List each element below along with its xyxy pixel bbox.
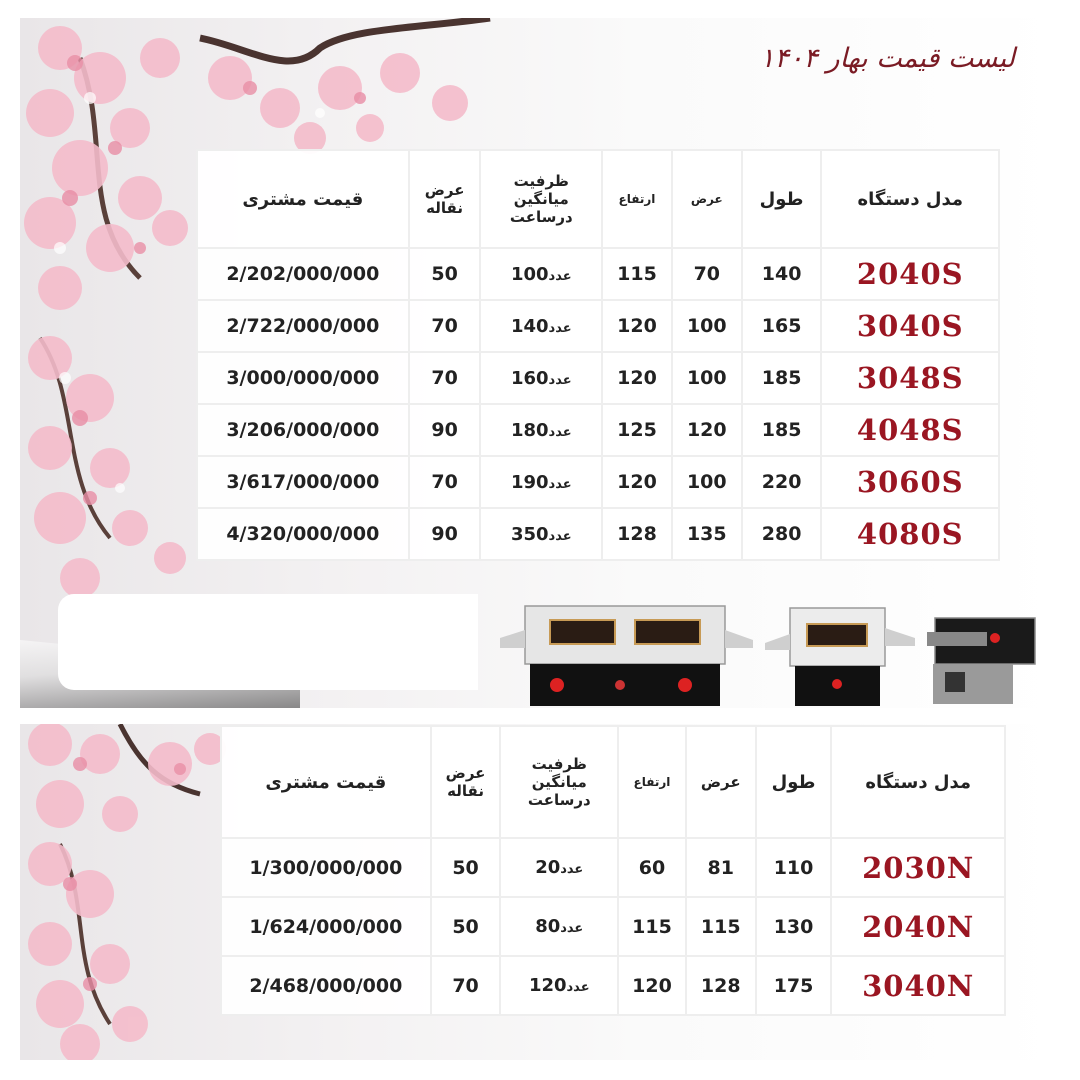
belt-cell: 70 — [409, 456, 481, 508]
capacity-value: 80 — [535, 916, 561, 937]
table-row — [221, 838, 1005, 897]
capacity-value: 160 — [510, 367, 549, 389]
table-row — [197, 508, 999, 560]
width-cell: 100 — [672, 300, 742, 352]
capacity-value: 180 — [510, 419, 549, 441]
width-cell: 100 — [672, 456, 742, 508]
capacity-value: 140 — [510, 315, 549, 337]
height-cell: 120 — [602, 456, 672, 508]
price-cell: 4/320/000/000 — [197, 508, 409, 560]
page-title: لیست قیمت بهار ۱۴۰۴ — [759, 43, 1015, 74]
oven-small — [927, 618, 1035, 704]
length-cell: 185 — [742, 352, 822, 404]
length-cell: 175 — [756, 956, 832, 1015]
height-cell: 120 — [602, 352, 672, 404]
model-cell: 4080S — [821, 508, 999, 560]
model-cell: 4048S — [821, 404, 999, 456]
col-model-header: مدل دستگاه — [831, 726, 1005, 838]
capacity-unit: عدد — [548, 268, 572, 284]
capacity-cell — [480, 352, 602, 404]
capacity-unit: عدد — [548, 372, 572, 388]
width-cell: 135 — [672, 508, 742, 560]
model-cell: 2040N — [831, 897, 1005, 956]
height-cell: 60 — [618, 838, 686, 897]
price-cell: 3/617/000/000 — [197, 456, 409, 508]
belt-cell: 90 — [409, 404, 481, 456]
width-cell: 100 — [672, 352, 742, 404]
capacity-value: 190 — [510, 471, 549, 493]
col-height-header: ارتفاع — [618, 726, 686, 838]
length-cell: 130 — [756, 897, 832, 956]
price-cell: 2/722/000/000 — [197, 300, 409, 352]
capacity-unit: عدد — [548, 528, 572, 544]
price-cell: 2/202/000/000 — [197, 248, 409, 300]
price-cell: 1/300/000/000 — [221, 838, 431, 897]
length-cell: 280 — [742, 508, 822, 560]
price-cell: 1/624/000/000 — [221, 897, 431, 956]
table-row — [197, 352, 999, 404]
capacity-cell — [480, 248, 602, 300]
belt-cell: 50 — [431, 897, 501, 956]
table-header-row — [197, 150, 999, 248]
model-cell: 3040N — [831, 956, 1005, 1015]
capacity-cell — [500, 956, 618, 1015]
table-row — [221, 897, 1005, 956]
belt-cell: 70 — [409, 300, 481, 352]
capacity-value: 120 — [528, 975, 567, 996]
blank-label-pill — [58, 594, 478, 690]
table-row — [197, 404, 999, 456]
col-length-header: طول — [756, 726, 832, 838]
col-width-header: عرض — [686, 726, 756, 838]
belt-cell: 50 — [409, 248, 481, 300]
height-cell: 120 — [602, 300, 672, 352]
height-cell: 128 — [602, 508, 672, 560]
col-model-header: مدل دستگاه — [821, 150, 999, 248]
capacity-value: 100 — [510, 263, 549, 285]
capacity-cell — [480, 404, 602, 456]
model-cell: 3048S — [821, 352, 999, 404]
capacity-cell — [480, 300, 602, 352]
table-row — [197, 300, 999, 352]
width-cell: 70 — [672, 248, 742, 300]
belt-cell: 70 — [431, 956, 501, 1015]
length-cell: 110 — [756, 838, 832, 897]
table-row — [221, 956, 1005, 1015]
price-cell: 2/468/000/000 — [221, 956, 431, 1015]
oven-medium — [765, 608, 915, 706]
capacity-unit: عدد — [560, 921, 584, 936]
length-cell: 220 — [742, 456, 822, 508]
length-cell: 165 — [742, 300, 822, 352]
belt-cell: 70 — [409, 352, 481, 404]
model-cell: 2040S — [821, 248, 999, 300]
price-table-n — [220, 725, 1006, 1016]
col-capacity-header: ظرفیت میانگین درساعت — [480, 150, 602, 248]
capacity-value: 20 — [535, 857, 561, 878]
width-cell: 128 — [686, 956, 756, 1015]
height-cell: 120 — [618, 956, 686, 1015]
length-cell: 140 — [742, 248, 822, 300]
height-cell: 115 — [618, 897, 686, 956]
capacity-value: 350 — [510, 523, 549, 545]
col-belt-header: عرض نقاله — [431, 726, 501, 838]
width-cell: 120 — [672, 404, 742, 456]
capacity-unit: عدد — [548, 424, 572, 440]
table-row — [197, 456, 999, 508]
capacity-cell — [480, 456, 602, 508]
capacity-unit: عدد — [560, 862, 584, 877]
length-cell: 185 — [742, 404, 822, 456]
height-cell: 115 — [602, 248, 672, 300]
col-length-header: طول — [742, 150, 822, 248]
capacity-cell — [480, 508, 602, 560]
model-cell: 3060S — [821, 456, 999, 508]
width-cell: 115 — [686, 897, 756, 956]
price-cell: 3/000/000/000 — [197, 352, 409, 404]
oven-large — [500, 606, 753, 706]
price-table-s — [196, 149, 1000, 561]
col-price-header: قیمت مشتری — [221, 726, 431, 838]
height-cell: 125 — [602, 404, 672, 456]
col-capacity-header: ظرفیت میانگین درساعت — [500, 726, 618, 838]
price-cell: 3/206/000/000 — [197, 404, 409, 456]
col-price-header: قیمت مشتری — [197, 150, 409, 248]
model-cell: 2030N — [831, 838, 1005, 897]
col-height-header: ارتفاع — [602, 150, 672, 248]
table-header-row — [221, 726, 1005, 838]
belt-cell: 50 — [431, 838, 501, 897]
belt-cell: 90 — [409, 508, 481, 560]
capacity-cell — [500, 897, 618, 956]
conveyor-oven-icon — [495, 598, 1045, 710]
capacity-unit: عدد — [548, 476, 572, 492]
col-width-header: عرض — [672, 150, 742, 248]
capacity-cell — [500, 838, 618, 897]
col-belt-header: عرض نقاله — [409, 150, 481, 248]
width-cell: 81 — [686, 838, 756, 897]
capacity-unit: عدد — [566, 980, 590, 995]
table-row — [197, 248, 999, 300]
model-cell: 3040S — [821, 300, 999, 352]
capacity-unit: عدد — [548, 320, 572, 336]
